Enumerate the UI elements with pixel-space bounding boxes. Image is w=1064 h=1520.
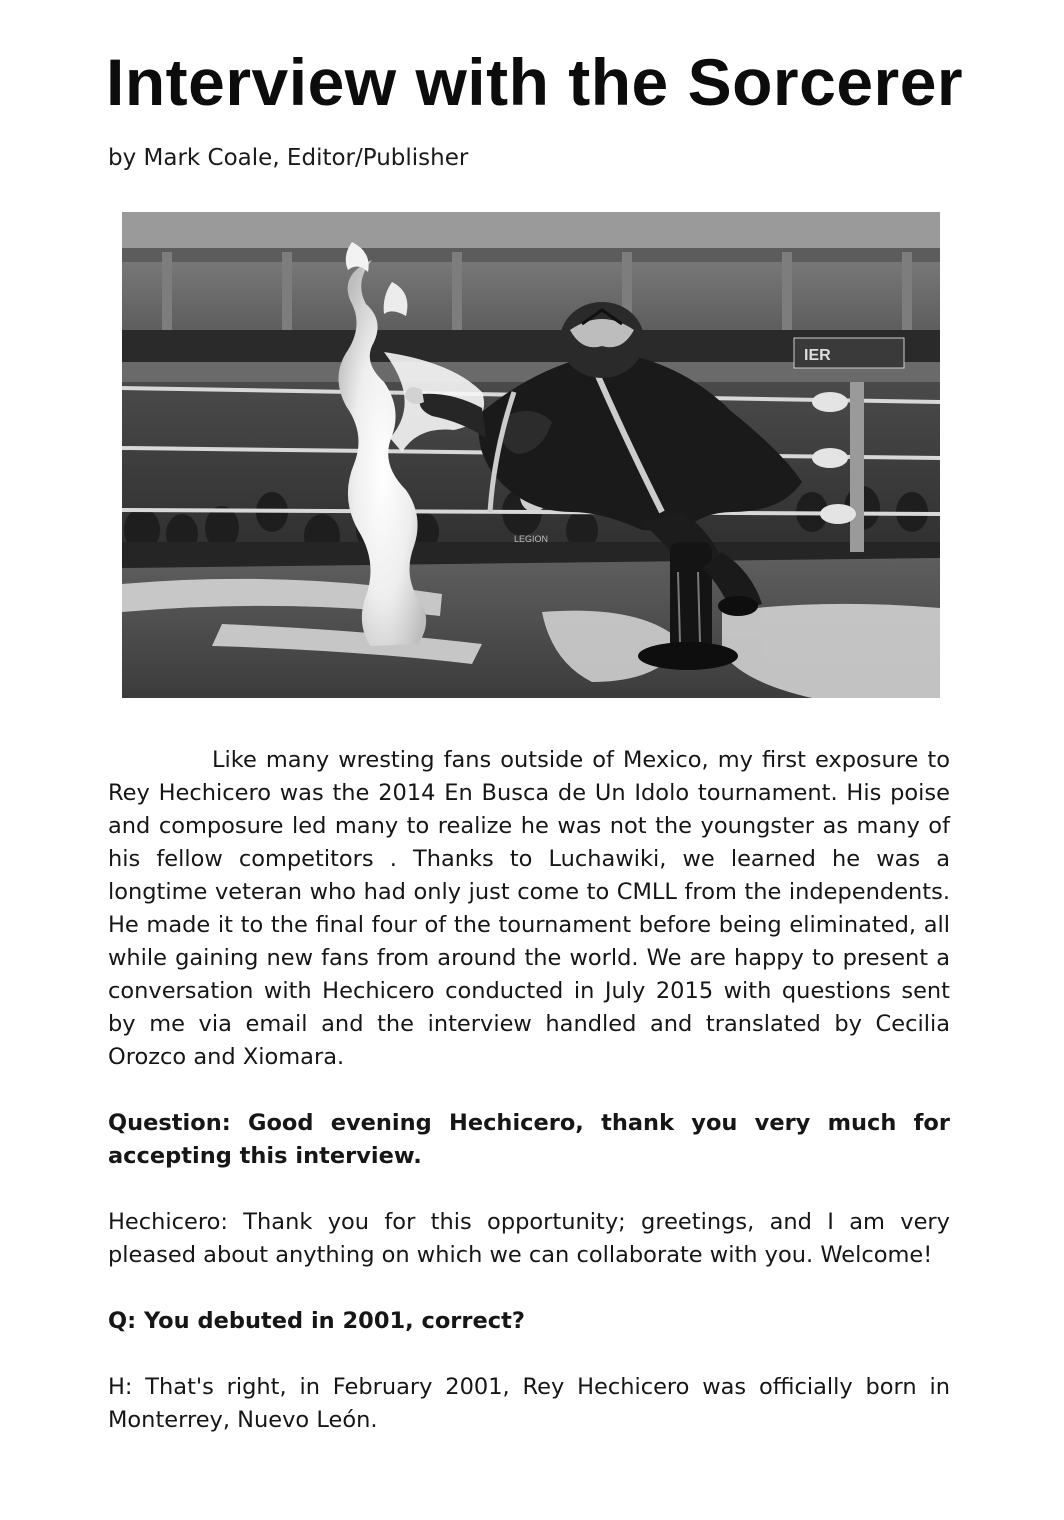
arena-banner-text: IER: [804, 347, 831, 364]
answer-1: Hechicero: Thank you for this opportunity; greetings, and I am very pleased about anything on which we can collaborate with you. Welcome!: [108, 1209, 950, 1268]
wrestler-fire-photo: [122, 212, 940, 698]
question-1: Question: Good evening Hechicero, thank you very much for accepting this interview.: [108, 1110, 950, 1169]
article-body: [108, 744, 950, 1437]
answer-2: H: That's right, in February 2001, Rey Hechicero was officially born in Monterrey, Nuevo León.: [108, 1374, 950, 1433]
intro-paragraph: Like many wresting fans outside of Mexico, my first exposure to Rey Hechicero was the 2014 En Busca de Un Idolo tournament. His poise and composure led many to realize he was not the youngster as many of his fellow competitors . Thanks to Luchawiki, we learned he was a longtime veteran who had only just come to CMLL from the independents. He made it to the final four of the tournament before being eliminated, all while gaining new fans from around the world. We are happy to present a conversation with Hechicero conducted in July 2015 with questions sent by me via email and the interview handled and translated by Cecilia Orozco and Xiomara.: [108, 747, 950, 1070]
article-title: Interview with the Sorcerer: [106, 45, 964, 119]
fan-shirt-text: LEGION: [514, 534, 549, 544]
article-byline: by Mark Coale, Editor/Publisher: [108, 145, 469, 171]
question-2: Q: You debuted in 2001, correct?: [108, 1308, 525, 1334]
